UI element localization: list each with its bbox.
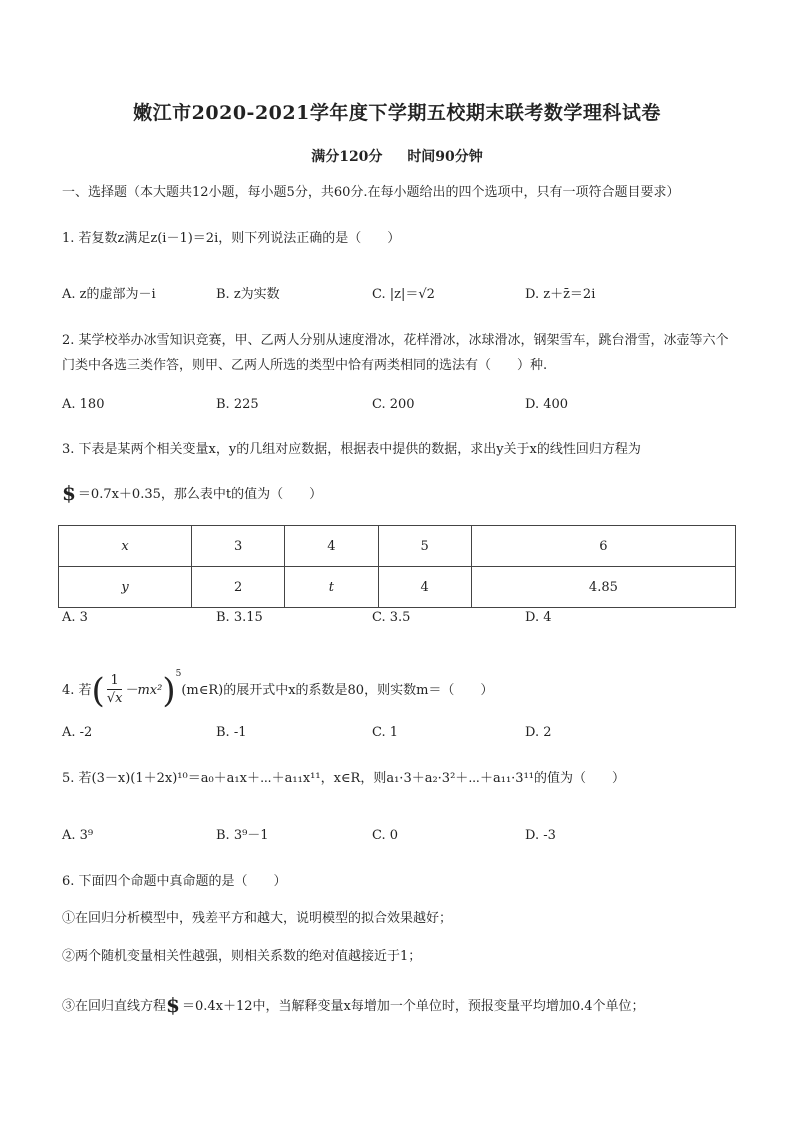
q3-option-d[interactable]: D. 4 bbox=[525, 610, 552, 625]
left-paren: ( bbox=[91, 670, 105, 711]
section-heading: 一、选择题（本大题共12小题，每小题5分，共60分.在每小题给出的四个选项中，只有一项符合题目要求） bbox=[62, 185, 680, 200]
q4-option-a[interactable]: A. -2 bbox=[62, 725, 93, 740]
q6-statement-3-prefix: ③在回归直线方程 bbox=[62, 999, 167, 1014]
q1-option-b[interactable]: B. z为实数 bbox=[216, 287, 280, 302]
q6-statement-3 bbox=[62, 993, 645, 1017]
q3-equation-text: ＝0.7x＋0.35，那么表中t的值为（ ） bbox=[77, 487, 323, 502]
question-2-stem: 2. 某学校举办冰雪知识竞赛，甲、乙两人分别从速度滑冰，花样滑冰，冰球滑冰，钢架雪车，跳台滑雪，冰壶等六个门类中各选三类作答，则甲、乙两人所选的类型中恰有两类相同的选法有（ ）种. bbox=[62, 333, 729, 373]
exam-subtitle bbox=[0, 146, 794, 166]
table-cell: 2 bbox=[192, 567, 285, 608]
y-hat-glyph: $ bbox=[62, 481, 76, 505]
question-4-stem bbox=[62, 652, 493, 713]
question-3-stem-line1: 3. 下表是某两个相关变量x，y的几组对应数据，根据表中提供的数据，求出y关于x的线性回归方程为 bbox=[62, 442, 641, 457]
q3-option-b[interactable]: B. 3.15 bbox=[216, 610, 263, 625]
q4-suffix: (m∈R)的展开式中x的系数是80，则实数m＝（ ） bbox=[181, 683, 494, 698]
q3-option-c[interactable]: C. 3.5 bbox=[372, 610, 411, 625]
fraction bbox=[107, 673, 123, 708]
q5-option-d[interactable]: D. -3 bbox=[525, 828, 556, 843]
table-cell: 3 bbox=[192, 526, 285, 567]
table-cell: y bbox=[59, 567, 192, 608]
q5-option-a[interactable]: A. 3⁹ bbox=[62, 828, 94, 843]
regression-data-table bbox=[58, 525, 736, 608]
q4-power: 5 bbox=[175, 669, 182, 679]
q2-option-b[interactable]: B. 225 bbox=[216, 397, 259, 412]
right-paren: ) bbox=[162, 670, 176, 711]
table-cell: 4 bbox=[285, 526, 378, 567]
exam-title: 嫩江市2020-2021学年度下学期五校期末联考数学理科试卷 bbox=[133, 102, 661, 124]
q1-option-c[interactable]: C. |z|＝√2 bbox=[372, 287, 435, 302]
q2-option-a[interactable]: A. 180 bbox=[62, 397, 105, 412]
table-cell: t bbox=[285, 567, 378, 608]
q5-option-b[interactable]: B. 3⁹－1 bbox=[216, 828, 269, 843]
table-row bbox=[59, 526, 736, 567]
fraction-numerator: 1 bbox=[107, 673, 123, 690]
table-cell: 4 bbox=[378, 567, 471, 608]
q4-option-d[interactable]: D. 2 bbox=[525, 725, 552, 740]
q4-option-c[interactable]: C. 1 bbox=[372, 725, 399, 740]
q4-prefix: 4. 若 bbox=[62, 683, 92, 698]
q3-option-a[interactable]: A. 3 bbox=[62, 610, 88, 625]
q6-statement-1: ①在回归分析模型中，残差平方和越大，说明模型的拟合效果越好； bbox=[62, 911, 453, 926]
q5-option-c[interactable]: C. 0 bbox=[372, 828, 399, 843]
question-1-stem: 1. 若复数z满足z(i－1)＝2i，则下列说法正确的是（ ） bbox=[62, 231, 401, 246]
q1-option-d[interactable]: D. z＋z̄＝2i bbox=[525, 287, 596, 302]
time-limit: 时间90分钟 bbox=[407, 149, 483, 165]
q1-option-a[interactable]: A. z的虚部为－i bbox=[62, 287, 156, 302]
question-3-stem-line2 bbox=[62, 481, 323, 505]
q4-option-b[interactable]: B. -1 bbox=[216, 725, 247, 740]
table-cell: x bbox=[59, 526, 192, 567]
table-cell: 6 bbox=[471, 526, 735, 567]
q6-statement-2: ②两个随机变量相关性越强，则相关系数的绝对值越接近于1； bbox=[62, 949, 422, 964]
q2-option-d[interactable]: D. 400 bbox=[525, 397, 569, 412]
q4-minus-term: －mx² bbox=[124, 683, 163, 698]
y-hat-glyph: $ bbox=[166, 993, 180, 1017]
q2-option-c[interactable]: C. 200 bbox=[372, 397, 415, 412]
table-cell: 5 bbox=[378, 526, 471, 567]
question-6-stem: 6. 下面四个命题中真命题的是（ ） bbox=[62, 874, 287, 889]
question-5-stem: 5. 若(3－x)(1＋2x)¹⁰＝a₀＋a₁x＋⋯＋a₁₁x¹¹，x∈R，则a₁·3＋a₂·3²＋⋯＋a₁₁·3¹¹的值为（ ） bbox=[62, 771, 625, 786]
table-row bbox=[59, 567, 736, 608]
q6-statement-3-rest: ＝0.4x＋12中，当解释变量x每增加一个单位时，预报变量平均增加0.4个单位； bbox=[181, 999, 645, 1014]
table-cell: 4.85 bbox=[471, 567, 735, 608]
total-score: 满分120分 bbox=[311, 149, 383, 165]
fraction-denominator: √x bbox=[106, 691, 123, 706]
